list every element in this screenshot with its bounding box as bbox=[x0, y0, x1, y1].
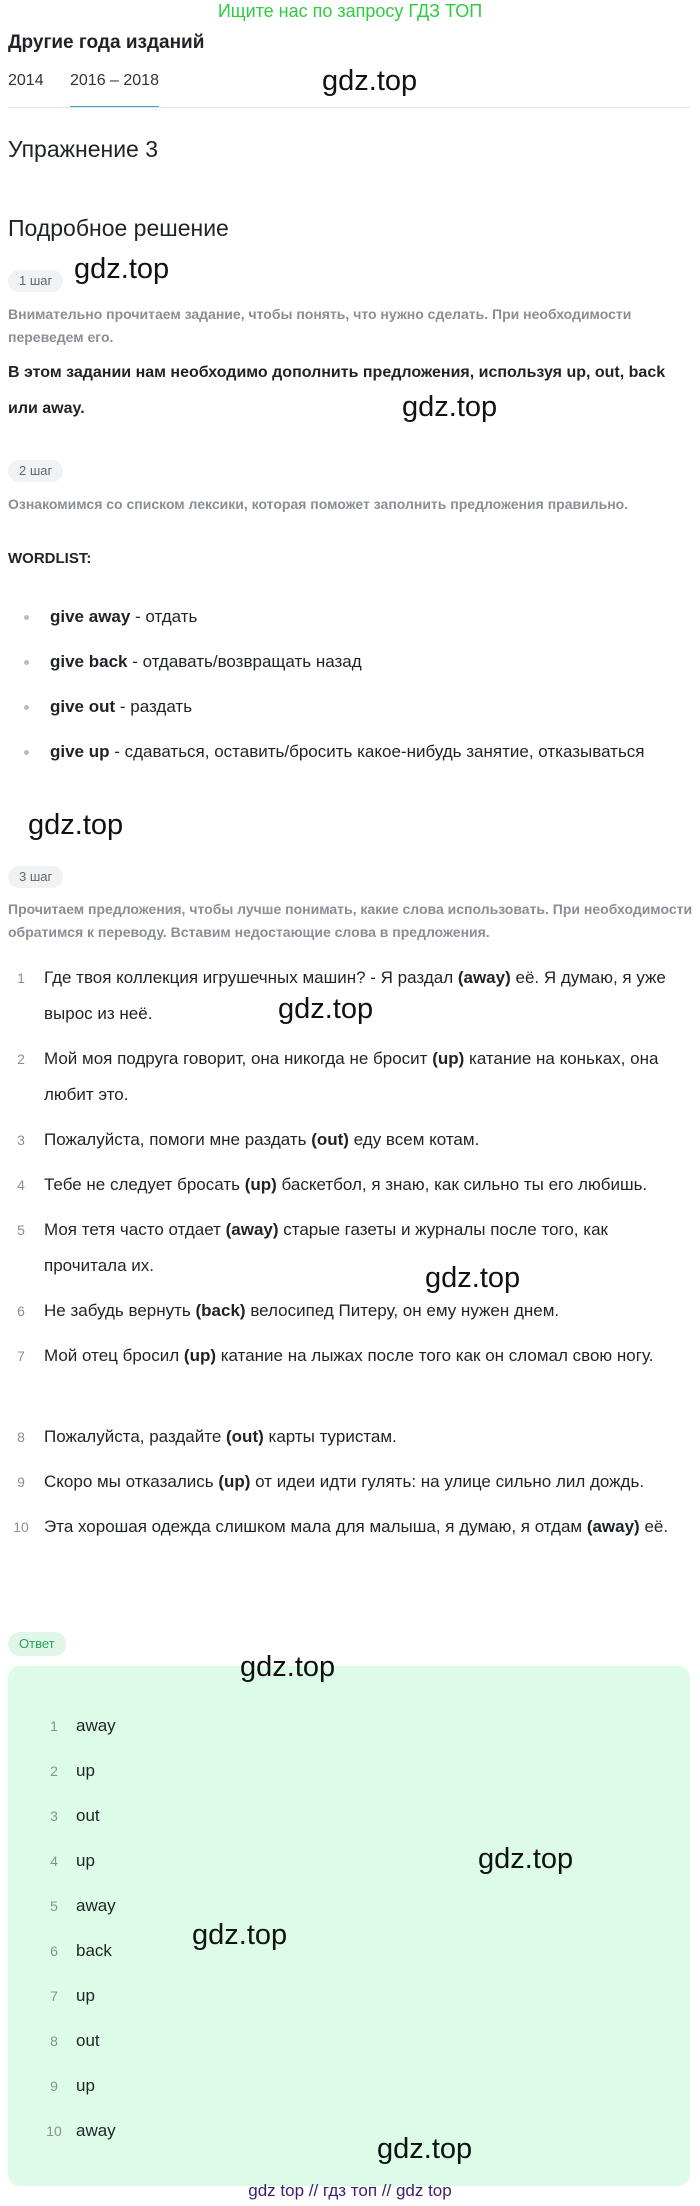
answer-box: 1 away 2 up 3 out 4 up 5 away 6 back 7 up 8 out 9 up 10 away bbox=[8, 1666, 690, 2186]
bullet-icon bbox=[24, 615, 29, 620]
step-2-note: Ознакомимся со списком лексики, которая поможет заполнить предложения правильно. bbox=[8, 496, 629, 512]
item-number: 9 bbox=[17, 1474, 25, 1490]
watermark: gdz.top bbox=[322, 65, 418, 97]
item-number: 10 bbox=[13, 1519, 29, 1535]
watermark: gdz.top bbox=[478, 1843, 574, 1875]
step-1-note: Внимательно прочитаем задание, чтобы понять, что нужно сделать. При необходимости переведем его. bbox=[8, 306, 632, 345]
term: give out bbox=[50, 697, 116, 716]
exercise-title: Упражнение 3 bbox=[8, 136, 159, 162]
footer-links[interactable]: gdz top // гдз топ // gdz top bbox=[248, 2181, 452, 2200]
solution-title: Подробное решение bbox=[8, 215, 229, 241]
watermark: gdz.top bbox=[425, 1262, 521, 1294]
wordlist-title: WORDLIST: bbox=[8, 550, 92, 567]
search-banner: Ищите нас по запросу ГДЗ ТОП bbox=[217, 1, 483, 21]
term: give away bbox=[50, 607, 131, 626]
year-tab-2014[interactable]: 2014 bbox=[8, 72, 44, 89]
step-badge-2: 2 шаг bbox=[8, 460, 63, 482]
divider bbox=[8, 107, 690, 108]
item-number: 7 bbox=[17, 1348, 25, 1364]
item-number: 3 bbox=[17, 1132, 25, 1148]
watermark: gdz.top bbox=[192, 1919, 288, 1951]
watermark: gdz.top bbox=[28, 809, 124, 841]
step-3-note: Прочитаем предложения, чтобы лучше понимать, какие слова использовать. При необходимости обратимся к переводу. Вставим недостающие слова в предложения. bbox=[8, 901, 693, 940]
watermark: gdz.top bbox=[278, 993, 374, 1025]
item-number: 6 bbox=[17, 1303, 25, 1319]
watermark: gdz.top bbox=[240, 1651, 336, 1683]
item-number: 5 bbox=[17, 1222, 25, 1238]
year-tab-2016-2018[interactable]: 2016 – 2018 bbox=[70, 72, 159, 108]
definition: - раздать bbox=[115, 697, 193, 716]
watermark: gdz.top bbox=[74, 253, 170, 285]
bullet-icon bbox=[24, 705, 29, 710]
bullet-icon bbox=[24, 750, 29, 755]
watermark: gdz.top bbox=[402, 391, 498, 423]
bullet-icon bbox=[24, 660, 29, 665]
other-years-title: Другие года изданий bbox=[8, 32, 205, 53]
step-badge-3: 3 шаг bbox=[8, 866, 63, 888]
step-badge-1: 1 шаг bbox=[8, 270, 63, 292]
term: give back bbox=[50, 652, 128, 671]
definition: - сдаваться, оставить/бросить какое-нибудь занятие, отказываться bbox=[109, 742, 645, 761]
term: give up bbox=[50, 742, 110, 761]
item-number: 8 bbox=[17, 1429, 25, 1445]
definition: - отдать bbox=[130, 607, 198, 626]
answer-badge: Ответ bbox=[8, 1632, 66, 1656]
definition: - отдавать/возвращать назад bbox=[127, 652, 362, 671]
item-number: 2 bbox=[17, 1051, 25, 1067]
watermark: gdz.top bbox=[377, 2133, 473, 2165]
item-number: 1 bbox=[17, 970, 25, 986]
item-number: 4 bbox=[17, 1177, 25, 1193]
step-1-text: В этом задании нам необходимо дополнить предложения, используя up, out, back или away. bbox=[8, 364, 666, 417]
